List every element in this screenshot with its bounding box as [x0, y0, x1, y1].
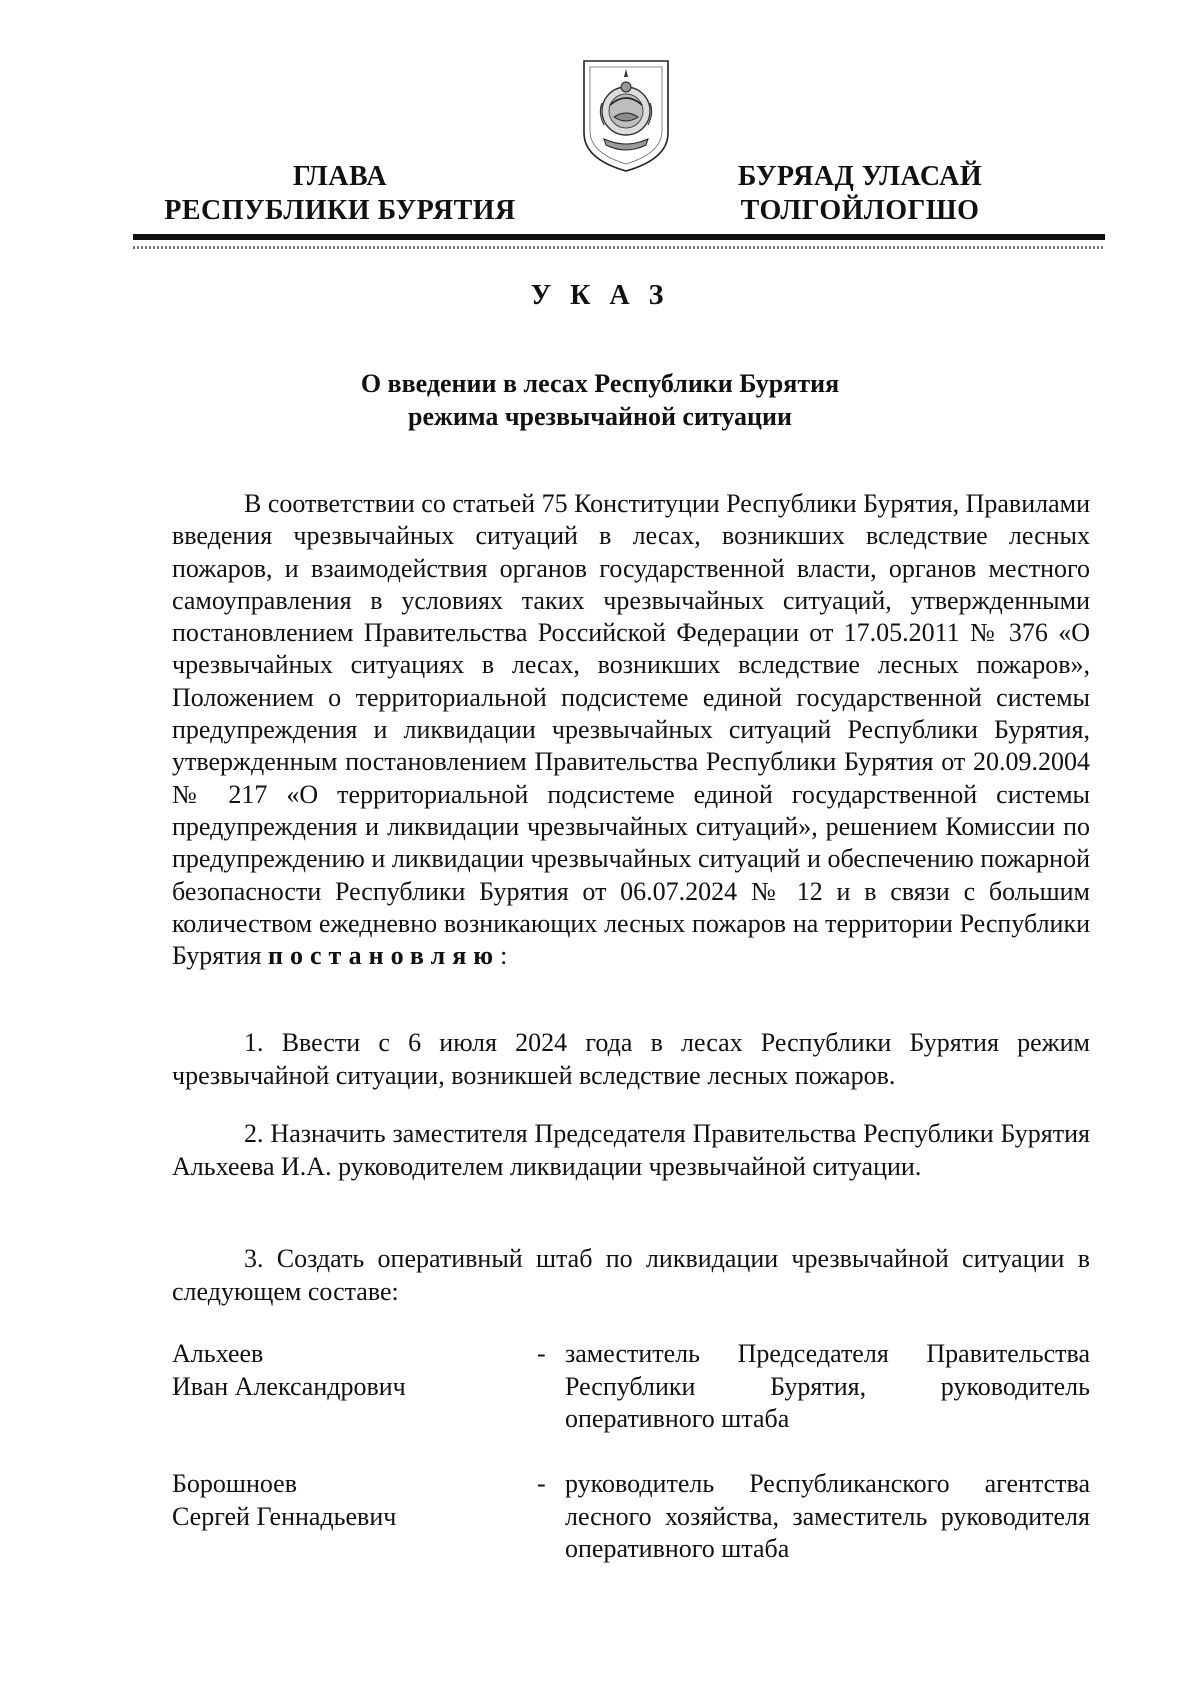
member-surname: Борошноев — [172, 1469, 297, 1498]
issuer-title-russian — [155, 160, 525, 228]
decree-item-1: 1. Ввести с 6 июля 2024 года в лесах Республики Бурятия режим чрезвычайной ситуации, возникшей вследствие лесных пожаров. — [172, 1028, 1090, 1090]
member-dash: - — [537, 1339, 546, 1368]
decree-word: постановляю — [267, 941, 501, 971]
issuer-title-line-1: ГЛАВА — [292, 161, 388, 192]
decree-item-3: 3. Создать оперативный штаб по ликвидации чрезвычайной ситуации в следующем составе: — [172, 1244, 1090, 1306]
issuer-title-line-2: РЕСПУБЛИКИ БУРЯТИЯ — [164, 195, 516, 226]
member-role: руководитель Республиканского агентства лесного хозяйства, заместитель руководителя оперативного штаба — [565, 1469, 1090, 1563]
subject-line-2: режима чрезвычайной ситуации — [408, 402, 792, 431]
member-surname: Альхеев — [172, 1339, 264, 1368]
coat-of-arms-icon — [580, 55, 672, 175]
member-name — [172, 1338, 492, 1403]
subject-line-1: О введении в лесах Республики Бурятия — [360, 369, 840, 398]
member-given-names: Сергей Геннадьевич — [172, 1501, 397, 1531]
document-subject — [250, 367, 950, 433]
decree-colon: : — [500, 941, 508, 971]
issuer-title-buryat-line-1: БУРЯАД УЛАСАЙ — [737, 161, 983, 192]
header-divider-thick — [133, 234, 1105, 240]
member-dash: - — [537, 1469, 546, 1498]
member-given-names: Иван Александрович — [172, 1371, 406, 1401]
issuer-title-buryat — [725, 160, 995, 228]
issuer-title-buryat-line-2: ТОЛГОЙЛОГШО — [740, 195, 980, 226]
member-name — [172, 1468, 492, 1533]
member-role: заместитель Председателя Правительства Республики Бурятия, руководитель оперативного штаба — [565, 1339, 1090, 1433]
decree-item-2: 2. Назначить заместителя Председателя Правительства Республики Бурятия Альхеева И.А. руководителем ликвидации чрезвычайной ситуации. — [172, 1119, 1090, 1181]
document-type-heading: У К А З — [530, 280, 670, 311]
preamble-text: В соответствии со статьей 75 Конституции Республики Бурятия, Правилами введения чрезвычайных ситуаций в лесах, возникших вследствие лесных пожаров, и взаимодействия органов государственной власти, органов местного самоуправления в условиях таких чрезвычайных ситуаций, утвержденными постановлением Правительства Российской Федерации от 17.05.2011 № 376 «О чрезвычайных ситуациях в лесах, возникших вследствие лесных пожаров», Положением о территориальной подсистеме единой государственной системы предупреждения и ликвидации чрезвычайных ситуаций Республики Бурятия, утвержденным постановлением Правительства Республики Бурятия от 20.09.2004 № 217 «О территориальной подсистеме единой государственной системы предупреждения и ликвидации чрезвычайных ситуаций», решением Комиссии по предупреждению и ликвидации чрезвычайных ситуаций и обеспечению пожарной безопасности Республики Бурятия от 06.07.2024 № 12 и в связи с большим количеством ежедневно возникающих лесных пожаров на территории Республики Бурятия — [172, 489, 1090, 971]
preamble-paragraph — [172, 488, 1090, 972]
header-divider-thin — [133, 246, 1105, 249]
